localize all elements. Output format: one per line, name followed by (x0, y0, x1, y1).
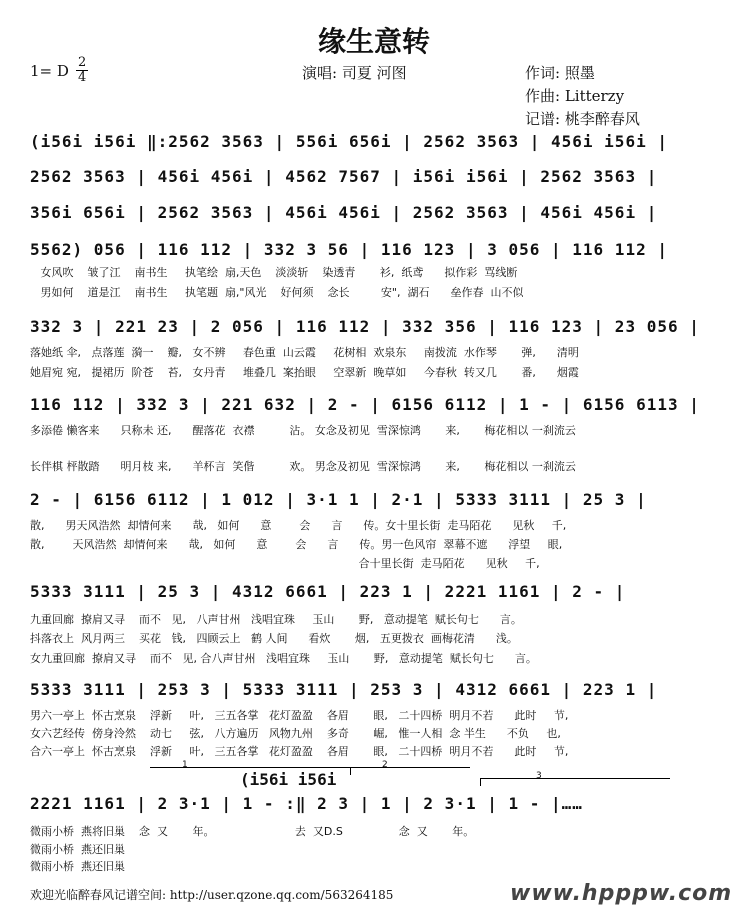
volta-3-line (480, 778, 670, 779)
lyric-line: 她眉宛 宛, 提裙历 阶苍 苔, 女丹青 堆叠几 案抬眼 空翠新 晚草如 今春秋 转又几 番, 烟霞 (30, 366, 579, 379)
lyric-line: 多添倦 懒客来 只称未 还, 醒落花 衣襟 沾。 女念及初见 雪深惊鸿 来, 梅花相以 一刹流云 (30, 424, 576, 437)
composer-credit: 作曲: Litterzy (525, 87, 625, 105)
lyric-line: 男如何 道是江 南书生 执笔题 扇,"风光 好何须 念长 安", 湖石 垒作春 山不似 (30, 286, 524, 299)
score-row-5 (30, 317, 700, 343)
lyric-line: 女风吹 皱了江 南书生 执笔绘 扇,天色 淡淡斩 染透青 衫, 纸鸢 拟作彩 骂线断 (30, 266, 518, 279)
lyric-line: 合十里长街 走马陌花 见秋 千, (30, 557, 540, 570)
score-row-6 (30, 395, 700, 421)
notation: 5333 3111 | 253 3 | 5333 3111 | 253 3 | 4312 6661 | 223 1 | (30, 680, 658, 699)
score-row-8 (30, 582, 670, 608)
volta-2-label: 2 (382, 760, 388, 770)
notation: 332 3 | 221 23 | 2 056 | 116 112 | 332 356 | 116 123 | 23 056 | (30, 317, 700, 336)
time-signature-bottom: 4 (78, 70, 87, 85)
footer-visit-text: 欢迎光临醉春风记谱空间: http://user.qzone.qq.com/563264185 (30, 888, 394, 902)
score-row-10 (30, 794, 670, 820)
notation: 5562) 056 | 116 112 | 332 3 56 | 116 123 | 3 056 | 116 112 | (30, 240, 668, 259)
time-signature-top: 2 (78, 55, 87, 70)
volta-1-label: 1 (182, 760, 188, 770)
lyric-line: 落她纸 伞, 点落莲 漪一 瓣, 女不辨 春色重 山云霞 花树相 欢泉东 南拨流 水作琴 弹, 清明 (30, 346, 579, 359)
volta-2-line (350, 767, 470, 768)
lyric-line: 合六一亭上 怀古烹泉 浮新 叶, 三五各掌 花灯盈盈 各眉 眼, 二十四桥 明月不若 此时 节, (30, 745, 569, 758)
lyric-line: 男六一亭上 怀古烹泉 浮新 叶, 三五各掌 花灯盈盈 各眉 眼, 二十四桥 明月不若 此时 节, (30, 709, 569, 722)
notation: 356i 656i | 2562 3563 | 456i 456i | 2562 3563 | 456i 456i | (30, 203, 658, 222)
lyricist-credit: 作词: 照墨 (525, 64, 595, 82)
score-row-9 (30, 680, 670, 706)
lyric-line: 女六艺经传 傍身泠然 动七 弦, 八方遍历 风物九州 多奇 崛, 惟一人相 念 半生 不负 也, (30, 727, 561, 740)
lyric-line: 微雨小桥 燕将旧巢 念 又 年。 去 又D.S 念 又 年。 (30, 825, 475, 838)
score-row-1 (30, 132, 670, 158)
singer-credit: 演唱: 司夏 河图 (302, 64, 407, 82)
notation: 116 112 | 332 3 | 221 632 | 2 - | 6156 6112 | 1 - | 6156 6113 | (30, 395, 700, 414)
page-title: 缘生意转 (318, 25, 431, 58)
repeat-intro-notes: (i56i i56i (240, 770, 337, 789)
transcriber-credit: 记谱: 桃李醉春风 (525, 110, 640, 128)
score-row-3 (30, 203, 670, 229)
lyric-line: 微雨小桥 燕还旧巢 (30, 860, 125, 873)
volta-3-tick (480, 778, 481, 786)
score-row-2 (30, 167, 670, 193)
notation: 5333 3111 | 25 3 | 4312 6661 | 223 1 | 2221 1161 | 2 - | (30, 582, 626, 601)
site-logo: www.hpppw.com (510, 881, 732, 906)
notation: (i56i i56i ‖:2562 3563 | 556i 656i | 2562 3563 | 456i i56i | (30, 132, 668, 151)
lyric-line: 女九重回廊 撩肩又寻 而不 见, 合八声甘州 浅唱宜珠 玉山 野, 意动提笔 赋长句七 言。 (30, 652, 537, 665)
volta-2-tick (350, 767, 351, 775)
key-signature: 1= D (30, 62, 69, 80)
notation: 2221 1161 | 2 3·1 | 1 - :‖ 2 3 | 1 | 2 3·1 | 1 - |…… (30, 794, 583, 813)
volta-1-line (150, 767, 350, 768)
lyric-line: 散, 天风浩然 却情何来 哉, 如何 意 会 言 传。男一色风帘 翠幕不遮 浮望 眼, (30, 538, 563, 551)
volta-3-label: 3 (536, 771, 542, 781)
lyric-line: 散, 男天风浩然 却情何来 哉, 如何 意 会 言 传。女十里长街 走马陌花 见秋 千, (30, 519, 567, 532)
score-row-7 (30, 490, 670, 516)
notation: 2 - | 6156 6112 | 1 012 | 3·1 1 | 2·1 | 5333 3111 | 25 3 | (30, 490, 647, 509)
lyric-line: 长伴棋 枰散踏 明月枝 来, 羊杯言 笑偕 欢。 男念及初见 雪深惊鸿 来, 梅花相以 一刹流云 (30, 460, 576, 473)
notation: 2562 3563 | 456i 456i | 4562 7567 | i56i i56i | 2562 3563 | (30, 167, 658, 186)
lyric-line: 抖落衣上 风月两三 买花 钱, 四顾云上 鹤 人间 看炊 烟, 五更拨衣 画梅花清 浅。 (30, 632, 518, 645)
score-row-4 (30, 240, 670, 266)
lyric-line: 微雨小桥 燕还旧巢 (30, 843, 125, 856)
lyric-line: 九重回廊 撩肩又寻 而不 见, 八声甘州 浅唱宜珠 玉山 野, 意动提笔 赋长句七 言。 (30, 613, 522, 626)
